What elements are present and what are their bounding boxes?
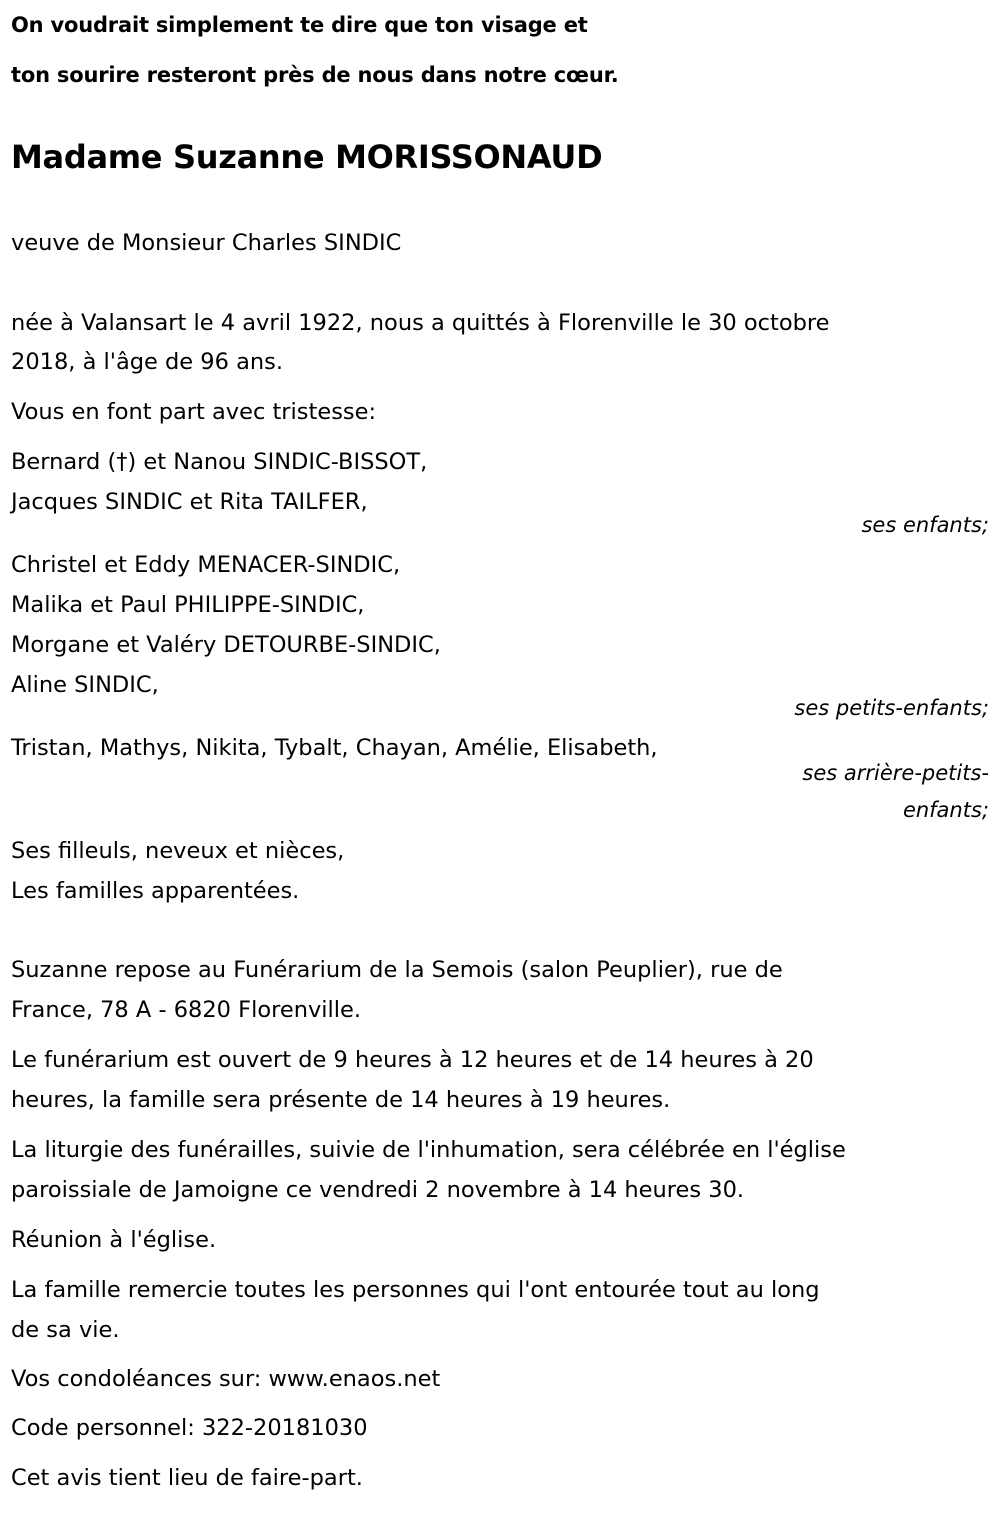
others-line: Les familles apparentées.: [11, 878, 300, 904]
great-grandchildren-label: enfants;: [902, 798, 989, 822]
meeting: Réunion à l'église.: [11, 1227, 217, 1253]
grandchildren-label: ses petits-enfants;: [794, 696, 989, 720]
hours-line: Le funérarium est ouvert de 9 heures à 12 heures et de 14 heures à 20: [11, 1047, 814, 1073]
liturgy-line: paroissiale de Jamoigne ce vendredi 2 novembre à 14 heures 30.: [11, 1177, 745, 1203]
grandchild-line: Christel et Eddy MENACER-SINDIC,: [11, 552, 401, 578]
epigraph-line: ton sourire resteront près de nous dans notre cœur.: [11, 63, 619, 87]
notice: Cet avis tient lieu de faire-part.: [11, 1465, 363, 1491]
liturgy-line: La liturgie des funérailles, suivie de l'inhumation, sera célébrée en l'église: [11, 1137, 846, 1163]
others-line: Ses filleuls, neveux et nièces,: [11, 838, 345, 864]
hours-line: heures, la famille sera présente de 14 heures à 19 heures.: [11, 1087, 671, 1113]
repose-line: Suzanne repose au Funérarium de la Semois (salon Peuplier), rue de: [11, 957, 783, 983]
grandchild-line: Aline SINDIC,: [11, 672, 159, 698]
page-title: Madame Suzanne MORISSONAUD: [11, 138, 603, 176]
great-grandchildren-label: ses arrière-petits-: [802, 761, 989, 785]
children-label: ses enfants;: [861, 513, 989, 537]
grandchild-line: Malika et Paul PHILIPPE-SINDIC,: [11, 592, 365, 618]
birth-death-line: née à Valansart le 4 avril 1922, nous a quittés à Florenville le 30 octobre: [11, 310, 830, 336]
child-line: Jacques SINDIC et Rita TAILFER,: [11, 489, 368, 515]
birth-death-line: 2018, à l'âge de 96 ans.: [11, 349, 283, 375]
widow-of: veuve de Monsieur Charles SINDIC: [11, 230, 402, 256]
repose-line: France, 78 A - 6820 Florenville.: [11, 997, 362, 1023]
grandchild-line: Morgane et Valéry DETOURBE-SINDIC,: [11, 632, 441, 658]
epigraph-line: On voudrait simplement te dire que ton visage et: [11, 13, 588, 37]
child-line: Bernard (†) et Nanou SINDIC-BISSOT,: [11, 449, 428, 475]
thanks-line: de sa vie.: [11, 1317, 120, 1343]
great-grandchildren-line: Tristan, Mathys, Nikita, Tybalt, Chayan, Amélie, Elisabeth,: [11, 735, 658, 761]
announcement: Vous en font part avec tristesse:: [11, 399, 377, 425]
condolences: Vos condoléances sur: www.enaos.net: [11, 1366, 441, 1392]
personal-code: Code personnel: 322-20181030: [11, 1415, 368, 1441]
thanks-line: La famille remercie toutes les personnes qui l'ont entourée tout au long: [11, 1277, 820, 1303]
